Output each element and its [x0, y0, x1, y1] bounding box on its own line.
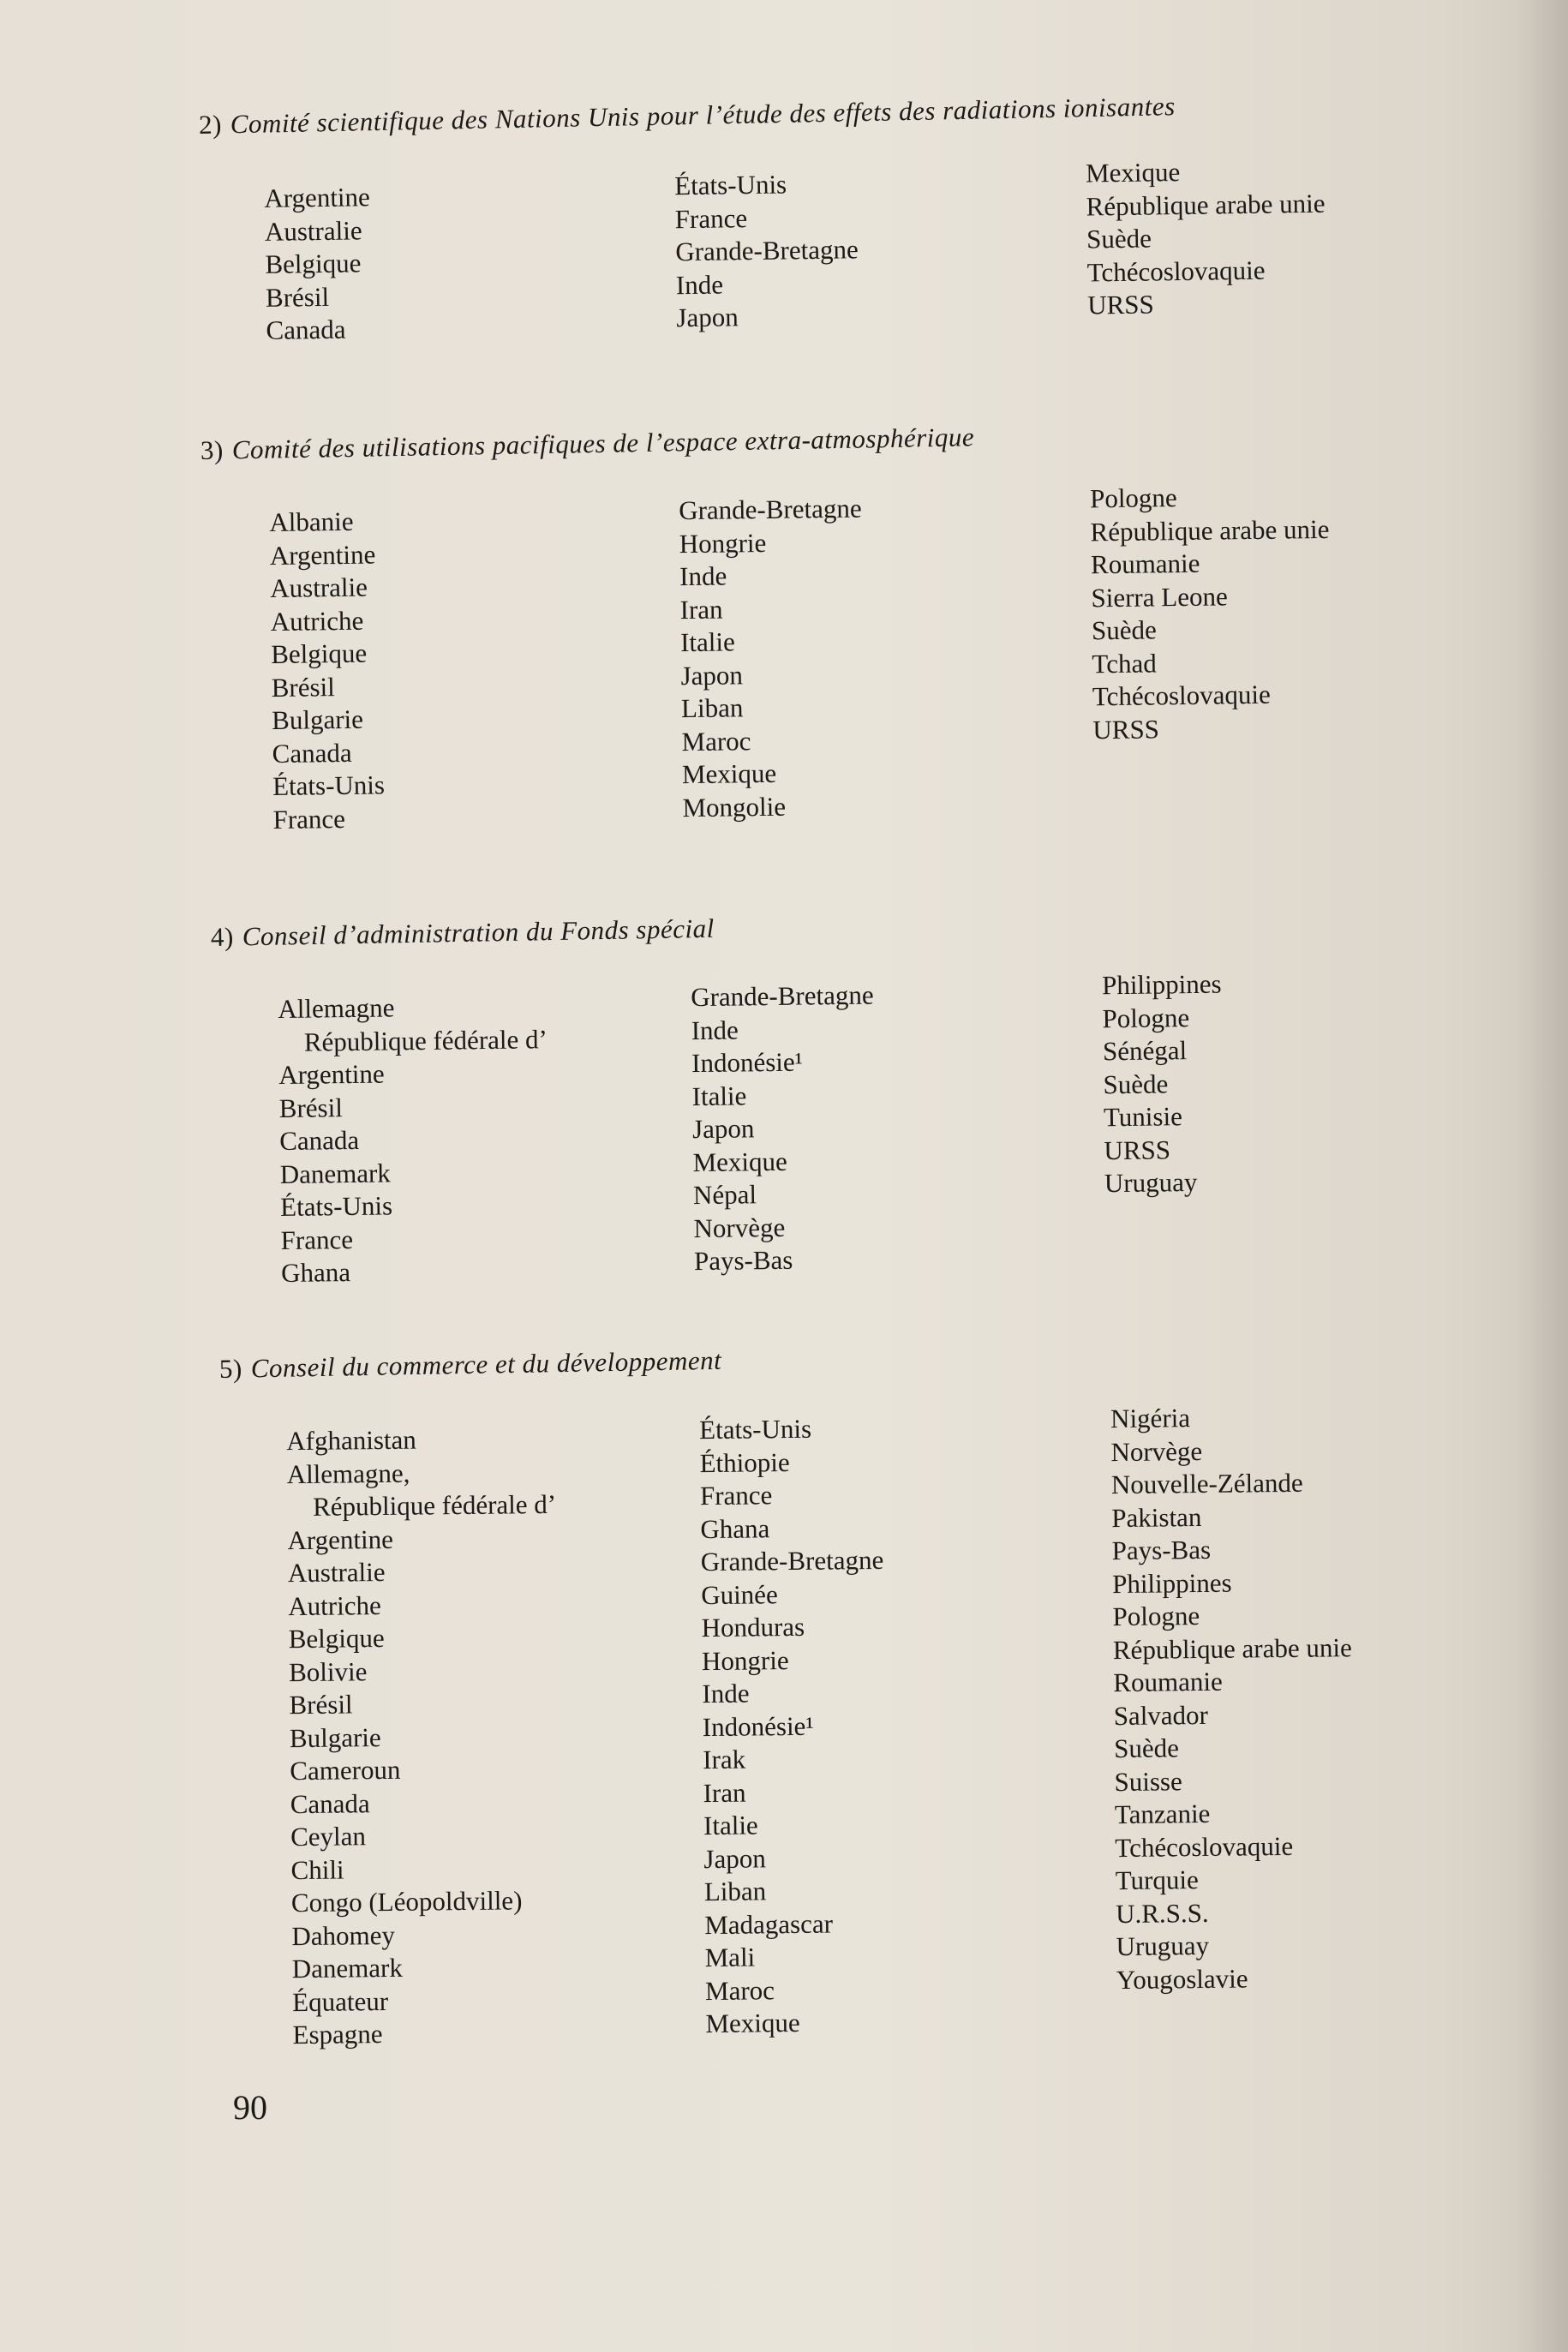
country-name: Maroc [704, 1974, 775, 2006]
country-name: Mexique [681, 757, 777, 790]
country-name: Espagne [292, 2019, 383, 2050]
country-name: Argentine [278, 1058, 385, 1091]
country-name: Argentine [287, 1523, 394, 1555]
country-name: Mali [704, 1942, 756, 1973]
country-name: Norvège [1110, 1435, 1203, 1467]
section-number: 4) [210, 921, 235, 952]
country-name: Albanie [269, 506, 354, 538]
country-name: Bolivie [288, 1655, 368, 1687]
country-name: Japon [703, 1842, 766, 1874]
country-name: République arabe unie [1112, 1631, 1352, 1665]
country-name: Brésil [289, 1689, 353, 1721]
section-title [211, 913, 715, 953]
country-name: Pologne [1089, 482, 1177, 514]
country-name: Pays-Bas [693, 1244, 793, 1277]
country-name: Congo (Léopoldville) [290, 1885, 523, 1918]
country-name: U.R.S.S. [1115, 1897, 1209, 1929]
column-2 [679, 493, 865, 825]
column-3 [1110, 1400, 1356, 1996]
column-2 [674, 167, 859, 334]
country-name: Argentine [264, 182, 371, 213]
member-columns [200, 482, 1330, 835]
country-name: Brésil [265, 281, 330, 313]
country-name: Madagascar [704, 1908, 834, 1940]
country-name: Mexique [1085, 157, 1181, 189]
country-name: Hongrie [679, 527, 767, 559]
country-name: Pologne [1102, 1002, 1190, 1033]
country-name: Pays-Bas [1111, 1534, 1212, 1566]
country-name: Australie [287, 1556, 386, 1589]
country-name: Suède [1103, 1068, 1169, 1099]
country-name: Australie [270, 572, 368, 604]
column-3 [1086, 154, 1327, 322]
country-name: France [280, 1224, 354, 1255]
country-name: Nouvelle-Zélande [1110, 1467, 1303, 1500]
country-name: Inde [702, 1678, 750, 1709]
section-4 [210, 913, 1222, 1289]
country-name: Irak [703, 1744, 746, 1775]
country-name: Népal [692, 1179, 757, 1211]
country-name: Nigéria [1110, 1403, 1191, 1434]
country-name: Uruguay [1104, 1166, 1198, 1199]
page-spine-shadow [1517, 0, 1568, 2352]
country-name: République fédérale d’ [303, 1023, 548, 1057]
country-name: République arabe unie [1086, 188, 1326, 222]
member-columns [211, 968, 1222, 1289]
country-name: Guinée [701, 1578, 778, 1610]
country-name: Italie [703, 1810, 758, 1841]
country-name: Belgique [271, 637, 368, 670]
column-2 [699, 1412, 889, 2041]
country-name: Tchécoslovaquie [1092, 679, 1271, 712]
section-title-text: Conseil d’administration du Fonds spécial [242, 913, 715, 952]
country-name: Allemagne, [286, 1457, 410, 1489]
country-name: Inde [691, 1014, 739, 1045]
country-name: Liban [680, 692, 744, 724]
section-number: 3) [200, 434, 224, 465]
country-name: Belgique [288, 1622, 385, 1655]
country-name: Canada [272, 737, 352, 769]
country-name: Roumanie [1090, 548, 1200, 580]
column-3 [1090, 480, 1332, 746]
country-name: Hongrie [701, 1644, 789, 1676]
column-1 [286, 1422, 562, 2052]
country-name: Allemagne [278, 992, 395, 1025]
country-name: Danemark [291, 1952, 404, 1984]
country-name: Ghana [700, 1512, 770, 1544]
section-title-text: Comité scientifique des Nations Unis pour l’étude des effets des radiations ionisantes [230, 91, 1176, 140]
country-name: Argentine [269, 539, 376, 571]
country-name: Danemark [279, 1157, 392, 1189]
country-name: République arabe unie [1090, 513, 1330, 547]
country-name: Yougoslavie [1116, 1962, 1248, 1995]
country-name: Japon [676, 302, 739, 333]
country-name: États-Unis [699, 1413, 812, 1445]
country-name: Inde [675, 268, 724, 300]
country-name: Australie [264, 214, 362, 247]
country-name: Belgique [265, 248, 362, 279]
country-name: Italie [691, 1080, 747, 1111]
country-name: Tchad [1092, 647, 1157, 679]
country-name: Suède [1091, 614, 1157, 646]
country-name: Liban [703, 1876, 767, 1907]
country-name: Chili [290, 1854, 344, 1885]
section-5 [218, 1344, 1352, 2050]
country-name: Canada [279, 1124, 360, 1157]
country-name: France [699, 1480, 773, 1511]
country-name: Honduras [701, 1611, 805, 1643]
section-2 [198, 91, 1326, 345]
column-1 [269, 505, 386, 836]
section-3 [200, 422, 1330, 835]
country-name: Grande-Bretagne [700, 1544, 884, 1577]
country-name: Bulgarie [271, 703, 364, 736]
country-name: Grande-Bretagne [690, 979, 874, 1013]
country-name: Pologne [1112, 1601, 1200, 1632]
country-name: France [674, 202, 748, 234]
country-name: Pakistan [1111, 1501, 1202, 1533]
section-number: 2) [198, 109, 223, 140]
country-name: Maroc [681, 725, 751, 757]
country-name: Équateur [291, 1985, 389, 2017]
country-name: Mexique [692, 1146, 787, 1177]
member-columns [219, 1403, 1352, 2050]
section-title-text: Conseil du commerce et du développement [250, 1344, 722, 1384]
column-2 [691, 979, 877, 1278]
country-name: Japon [680, 659, 744, 691]
country-name: Tanzanie [1114, 1798, 1211, 1830]
country-name: France [272, 803, 346, 835]
country-name: Canada [266, 314, 346, 345]
country-name: États-Unis [673, 169, 787, 201]
country-name: États-Unis [272, 769, 386, 801]
country-name: Indonésie¹ [691, 1046, 804, 1079]
country-name: Mexique [705, 2007, 800, 2039]
country-name: Autriche [270, 605, 364, 637]
country-name: Norvège [693, 1212, 786, 1243]
page-number: 90 [233, 2088, 267, 2127]
section-number: 5) [218, 1353, 243, 1384]
country-name: Sénégal [1102, 1035, 1188, 1067]
country-name: Brésil [271, 671, 335, 703]
country-name: Inde [679, 560, 727, 592]
country-name: Philippines [1111, 1567, 1232, 1599]
country-name: Afghanistan [286, 1424, 417, 1457]
country-name: Uruguay [1116, 1930, 1210, 1962]
country-name: Suède [1113, 1733, 1180, 1764]
country-name: Italie [679, 626, 735, 658]
section-title [219, 1345, 722, 1385]
country-name: Turquie [1115, 1864, 1199, 1896]
country-name: URSS [1086, 289, 1155, 320]
country-name: Brésil [278, 1092, 344, 1123]
section-title [200, 422, 975, 466]
country-name: Cameroun [290, 1754, 401, 1786]
country-name: Iran [703, 1777, 746, 1808]
country-name: URSS [1104, 1134, 1171, 1165]
country-name: Indonésie¹ [702, 1710, 814, 1742]
country-name: Autriche [288, 1589, 381, 1621]
country-name: Iran [679, 594, 723, 625]
country-name: URSS [1092, 713, 1160, 745]
country-name: République fédérale d’ [312, 1488, 557, 1522]
country-name: Dahomey [291, 1919, 396, 1951]
country-name: Ghana [280, 1257, 351, 1289]
country-name: Philippines [1101, 968, 1222, 1001]
country-name: Sierra Leone [1091, 580, 1228, 613]
country-name: Tchécoslovaquie [1086, 254, 1266, 288]
section-title [199, 91, 1176, 141]
country-name: Tchécoslovaquie [1115, 1830, 1294, 1863]
country-name: Tunisie [1103, 1101, 1183, 1133]
member-columns [199, 157, 1326, 345]
country-name: Grande-Bretagne [678, 493, 862, 526]
section-title-text: Comité des utilisations pacifiques de l’espace extra-atmosphérique [231, 422, 975, 465]
country-name: Suède [1086, 223, 1152, 254]
country-name: Roumanie [1113, 1666, 1223, 1698]
country-name: Grande-Bretagne [675, 234, 859, 267]
column-1 [264, 181, 372, 347]
column-1 [278, 990, 550, 1290]
country-name: Ceylan [290, 1821, 367, 1852]
country-name: États-Unis [279, 1190, 393, 1223]
country-name: Suisse [1114, 1765, 1182, 1797]
country-name: Mongolie [682, 791, 787, 823]
country-name: Bulgarie [289, 1721, 381, 1753]
country-name: Éthiopie [699, 1446, 790, 1478]
country-name: Japon [691, 1113, 755, 1145]
country-name: Canada [290, 1787, 370, 1819]
column-3 [1102, 968, 1224, 1200]
country-name: Salvador [1113, 1699, 1209, 1731]
